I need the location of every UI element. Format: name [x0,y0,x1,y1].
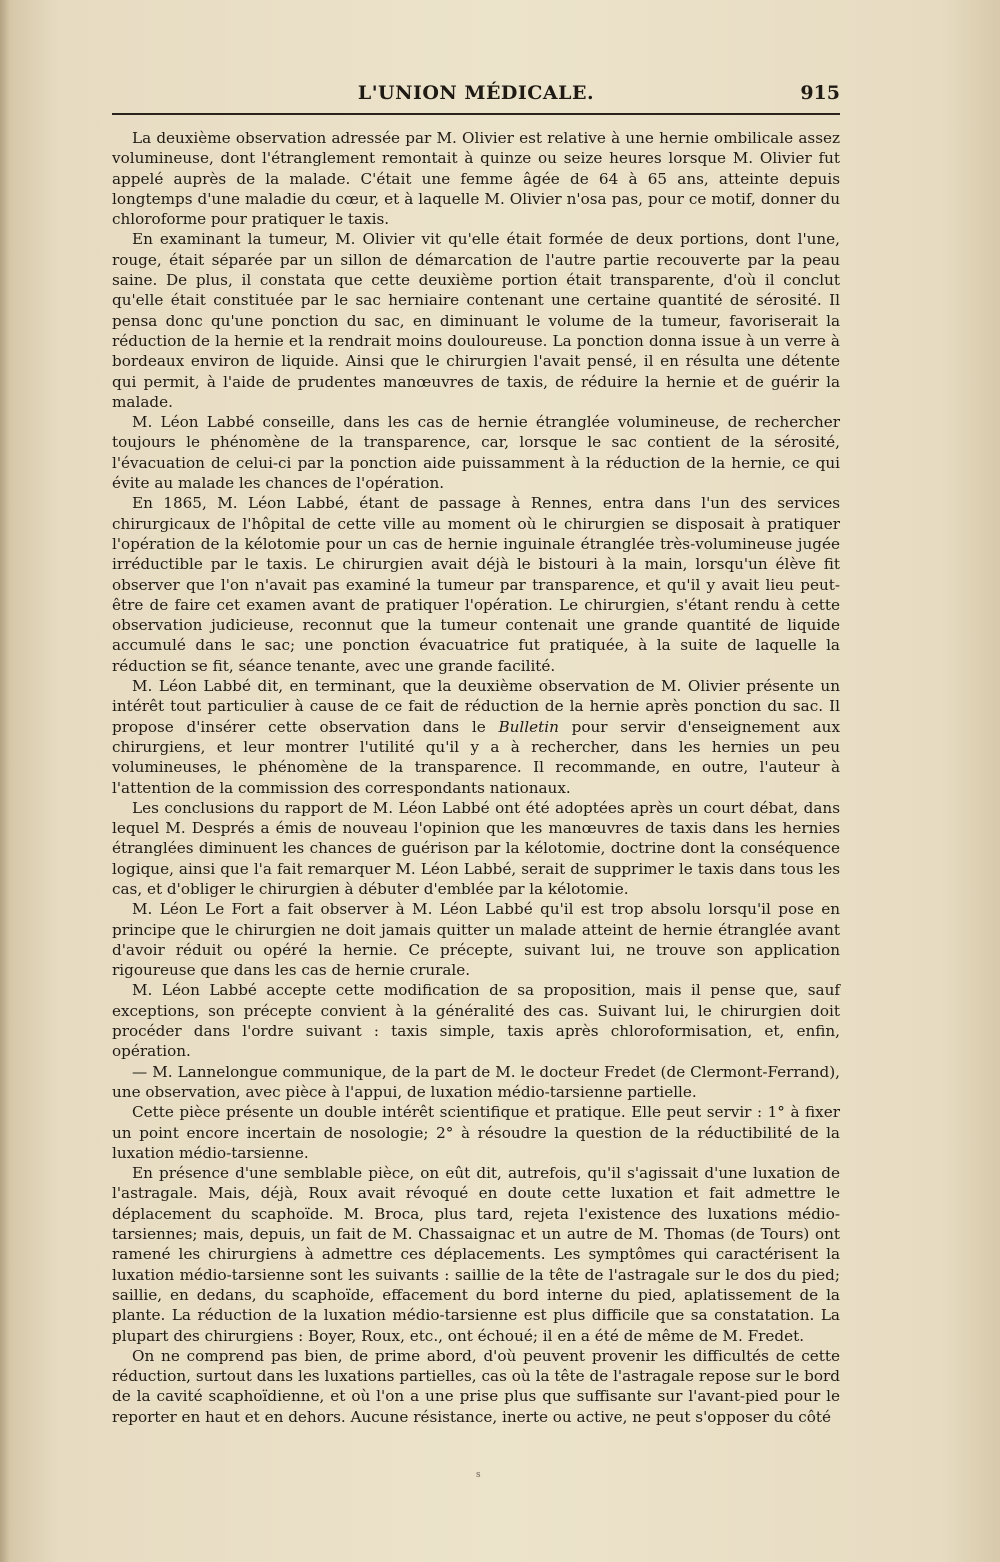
paragraph: M. Léon Labbé accepte cette modification de sa proposition, mais il pense que, sauf exceptions, son précepte convient à la généralité des cas. Suivant lui, le chirurgien doit procéder dans l'ordre suivant : taxis simple, taxis après chloroformisation, et, enfin, opération. [112,981,840,1061]
paragraph: M. Léon Le Fort a fait observer à M. Léon Labbé qu'il est trop absolu lorsqu'il pose en principe que le chirurgien ne doit jamais quitter un malade atteint de hernie étranglée avant d'avoir réduit ou opéré la hernie. Ce précepte, suivant lui, ne trouve son application rigoureuse que dans les cas de hernie crurale. [112,900,840,980]
bulletin-italic: Bulletin [498,717,559,736]
header-rule [112,113,840,115]
paragraph: M. Léon Labbé conseille, dans les cas de hernie étranglée volumineuse, de rechercher toujours le phénomène de la transparence, car, lorsque le sac contient de la sérosité, l'évacuation de celui-ci par la ponction aide puissamment à la réduction de la hernie, ce qui évite au malade les chances de l'opération. [112,413,840,493]
paragraph-part: pour servir d'enseignement aux chirurgiens, et leur montrer l'utilité qu'il y a à rechercher, dans les hernies un peu volumineuses, le phénomène de la transparence. Il recommande, en outre, l'auteur à l'attention de la commission des correspondants nationaux. [112,717,841,797]
paragraph: En 1865, M. Léon Labbé, étant de passage à Rennes, entra dans l'un des services chirurgicaux de l'hôpital de cette ville au moment où le chirurgien se disposait à pratiquer l'opération de la kélotomie pour un cas de hernie inguinale étranglée très-volumineuse jugée irréductible par le taxis. Le chirurgien avait déjà le bistouri à la main, lorsqu'un élève fit observer que l'on n'avait pas examiné la tumeur par transparence, et qu'il y avait lieu peut-être de faire cet examen avant de pratiquer l'opération. Le chirurgien, s'étant rendu à cette observation judicieuse, reconnut que la tumeur contenait une grande quantité de liquide accumulé dans le sac; une ponction évacuatrice fut pratiquée, à la suite de laquelle la réduction se fit, séance tenante, avec une grande facilité. [112,494,840,675]
paragraph: — M. Lannelongue communique, de la part de M. le docteur Fredet (de Clermont-Ferrand), une observation, avec pièce à l'appui, de luxation médio-tarsienne partielle. [112,1062,840,1101]
paragraph: En examinant la tumeur, M. Olivier vit qu'elle était formée de deux portions, dont l'une, rouge, était séparée par un sillon de démarcation de l'autre partie recouverte par la peau saine. De plus, il constata que cette deuxième portion était transparente, d'où il conclut qu'elle était constituée par le sac herniaire contenant une certaine quantité de sérosité. Il pensa donc qu'une ponction du sac, en diminuant le volume de la tumeur, favoriserait la réduction de la hernie et la rendrait moins douloureuse. La ponction donna issue à un verre à bordeaux environ de liquide. Ainsi que le chirurgien l'avait pensé, il en résulta une détente qui permit, à l'aide de prudentes manœuvres de taxis, de réduire la hernie et de guérir la malade. [112,230,840,411]
paragraph: En présence d'une semblable pièce, on eût dit, autrefois, qu'il s'agissait d'une luxation de l'astragale. Mais, déjà, Roux avait révoqué en doute cette luxation et fait admettre le déplacement du scaphoïde. M. Broca, plus tard, rejeta l'existence des luxations médio-tarsiennes; mais, depuis, un fait de M. Chassaignac et un autre de M. Thomas (de Tours) ont ramené les chirurgiens à admettre ces déplacements. Les symptômes qui caractérisent la luxation médio-tarsienne sont les suivants : saillie de la tête de l'astragale sur le dos du pied; saillie, en dedans, du scaphoïde, effacement du bord interne du pied, aplatissement de la plante. La réduction de la luxation médio-tarsienne est plus difficile que sa constatation. La plupart des chirurgiens : Boyer, Roux, etc., ont échoué; il en a été de même de M. Fredet. [112,1164,840,1345]
paragraph-part: M. Léon Labbé dit, en terminant, que la deuxième observation de M. Olivier présente un intérêt tout particulier à cause de ce fait de réduction de la hernie après ponction du sac. Il propose d'insérer cette observation dans le [112,677,840,736]
running-header [112,76,840,116]
paragraph: Cette pièce présente un double intérêt scientifique et pratique. Elle peut servir : 1° à fixer un point encore incertain de nosologie; 2° à résoudre la question de la réductibilité de la luxation médio-tarsienne. [112,1103,840,1162]
paragraph: Les conclusions du rapport de M. Léon Labbé ont été adoptées après un court débat, dans lequel M. Després a émis de nouveau l'opinion que les manœuvres de taxis dans les hernies étranglées diminuent les chances de guérison par la kélotomie, doctrine dont la conséquence logique, ainsi que l'a fait remarquer M. Léon Labbé, serait de supprimer le taxis dans tous les cas, et d'obliger le chirurgien à débuter d'emblée par la kélotomie. [112,798,840,898]
article-body [112,128,840,1427]
paragraph: On ne comprend pas bien, de prime abord, d'où peuvent provenir les difficultés de cette réduction, surtout dans les luxations partielles, cas où la tête de l'astragale repose sur le bord de la cavité scaphoïdienne, et où l'on a une prise plus que suffisante sur l'avant-pied pour le reporter en haut et en dehors. Aucune résistance, inerte ou active, ne peut s'opposer du côté [112,1346,840,1426]
page-number: 915 [800,82,840,104]
binding-shadow [0,0,10,1562]
footer-mark: s [476,1470,481,1480]
paragraph [112,676,840,798]
journal-title: L'UNION MÉDICALE. [357,82,595,104]
paragraph: La deuxième observation adressée par M. Olivier est relative à une hernie ombilicale assez volumineuse, dont l'étranglement remontait à quinze ou seize heures lorsque M. Olivier fut appelé auprès de la malade. C'était une femme âgée de 64 à 65 ans, atteinte depuis longtemps d'une maladie du cœur, et à laquelle M. Olivier n'osa pas, pour ce motif, donner du chloroforme pour pratiquer le taxis. [112,129,840,229]
